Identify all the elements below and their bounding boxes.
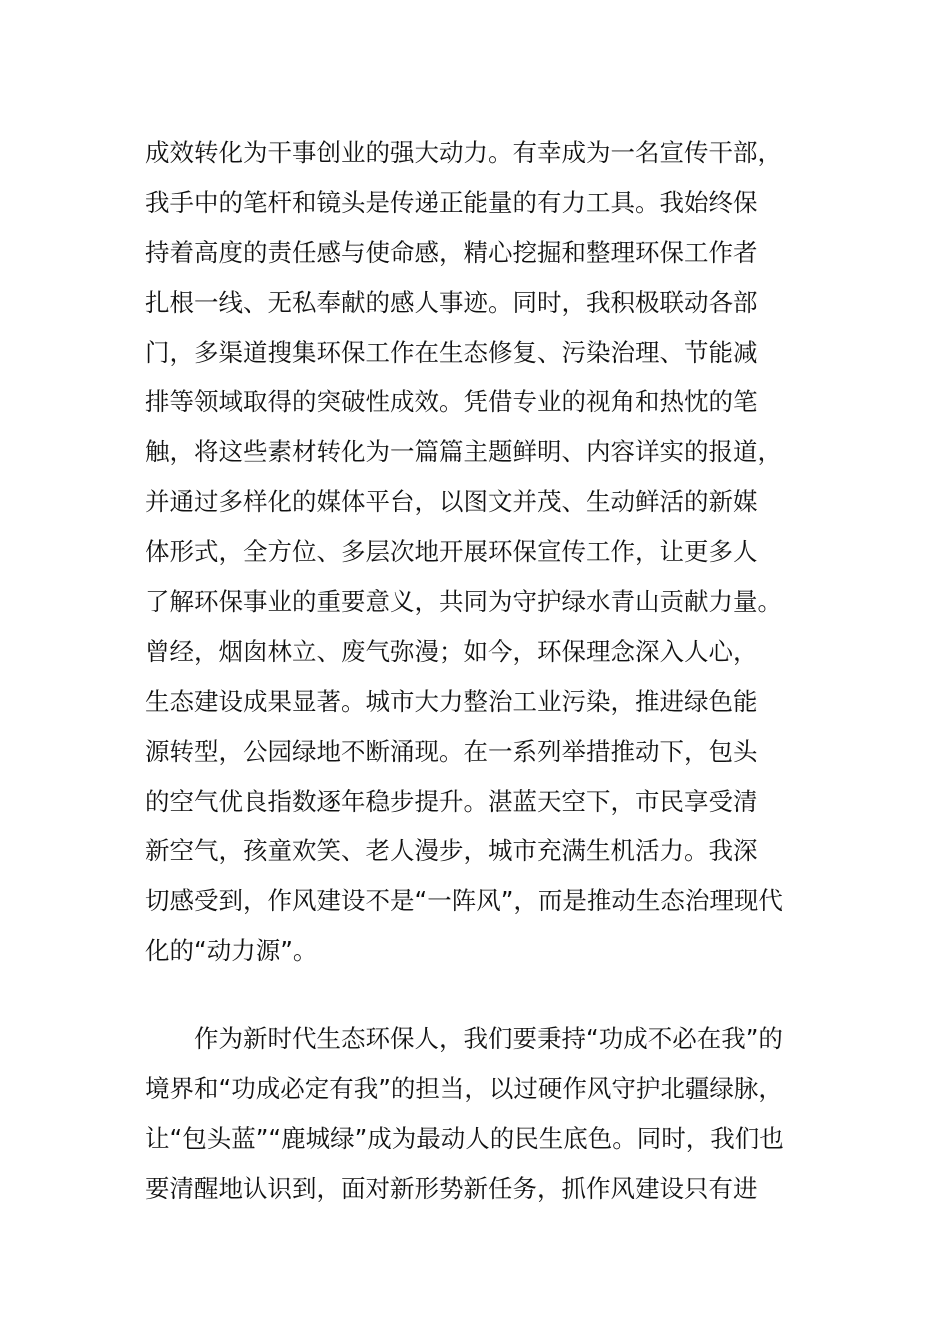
text-line: 要清醒地认识到，面对新形势新任务，抓作风建设只有进: [145, 1173, 758, 1203]
text-line: 曾经，烟囱林立、废气弥漫；如今，环保理念深入人心，: [145, 636, 758, 666]
text-line: 让“包头蓝”“鹿城绿”成为最动人的民生底色。同时，我们也: [145, 1123, 784, 1153]
text-line: 的空气优良指数逐年稳步提升。湛蓝天空下，市民享受清: [145, 786, 758, 816]
text-line: 并通过多样化的媒体平台，以图文并茂、生动鲜活的新媒: [145, 487, 758, 517]
text-line: 生态建设成果显著。城市大力整治工业污染，推进绿色能: [145, 686, 758, 716]
text-line: 成效转化为干事创业的强大动力。有幸成为一名宣传干部，: [145, 138, 782, 167]
text-line: 化的“动力源”。: [145, 936, 318, 966]
text-line: 门，多渠道搜集环保工作在生态修复、污染治理、节能减: [145, 337, 758, 367]
text-line: 新空气，孩童欢笑、老人漫步，城市充满生机活力。我深: [145, 836, 758, 866]
text-line: 境界和“功成必定有我”的担当，以过硬作风守护北疆绿脉，: [145, 1073, 783, 1103]
text-line: 切感受到，作风建设不是“一阵风”，而是推动生态治理现代: [145, 886, 783, 916]
text-line-indented: 作为新时代生态环保人，我们要秉持“功成不必在我”的: [194, 1024, 783, 1053]
text-line: 扎根一线、无私奉献的感人事迹。同时，我积极联动各部: [145, 287, 758, 317]
text-line: 排等领域取得的突破性成效。凭借专业的视角和热忱的笔: [145, 387, 758, 417]
text-line: 体形式，全方位、多层次地开展环保宣传工作，让更多人: [145, 537, 758, 567]
text-line: 持着高度的责任感与使命感，精心挖掘和整理环保工作者: [145, 237, 758, 267]
paragraph-1: [145, 128, 815, 976]
text-line: 了解环保事业的重要意义，共同为守护绿水青山贡献力量。: [145, 587, 782, 617]
text-line: 触，将这些素材转化为一篇篇主题鲜明、内容详实的报道，: [145, 437, 782, 467]
text-line: 我手中的笔杆和镜头是传递正能量的有力工具。我始终保: [145, 187, 758, 217]
paragraph-2: [145, 1014, 815, 1214]
text-line: 源转型，公园绿地不断涌现。在一系列举措推动下，包头: [145, 736, 758, 766]
